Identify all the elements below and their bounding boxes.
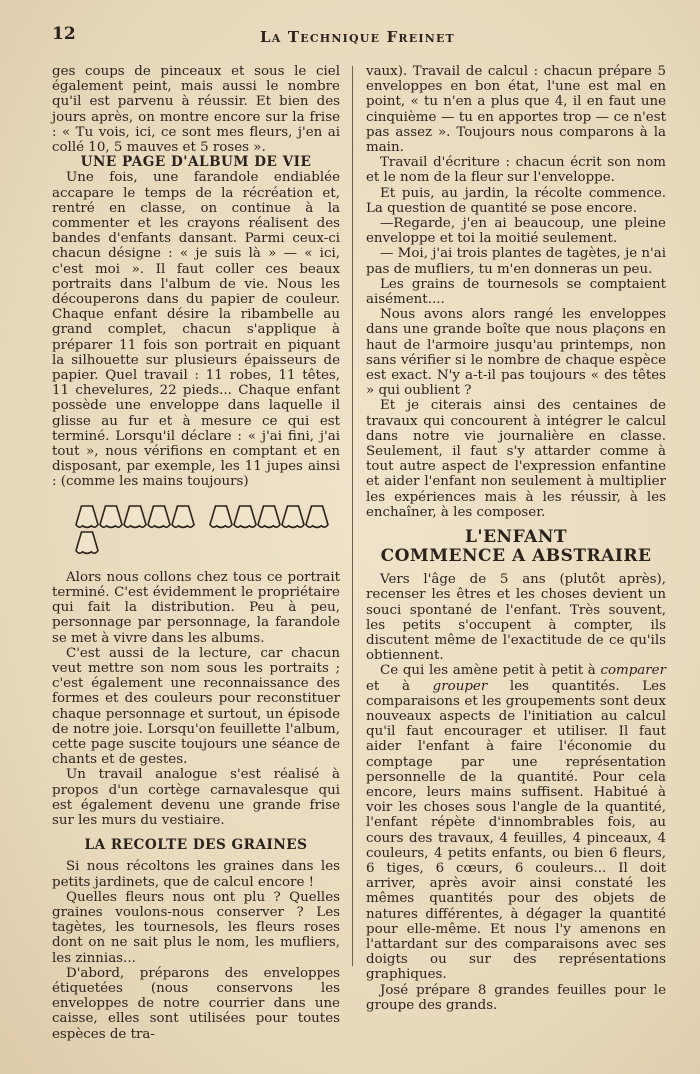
skirt-cutout — [234, 506, 256, 527]
running-title: La Technique Freinet — [260, 28, 455, 46]
paragraph: ges coups de pinceaux et sous le ciel également peint, mais aussi le nombre qu'il est parvenu à réussir. Et bien des jours après, on montre encore sur la frise : « Tu vois, ici, ce sont mes fleurs, j'en ai collé 10, 5 mauves et 5 roses ». — [52, 64, 340, 156]
skirt-cutout — [124, 506, 146, 527]
paragraph: Un travail analogue s'est réalisé à propos d'un cortège carnavalesque qui est également devenu une grande frise sur les murs du vestiaire. — [52, 767, 340, 828]
section-title-enfant-line2: COMMENCE A ABSTRAIRE — [380, 546, 652, 567]
column-divider — [352, 66, 353, 966]
emphasis: grouper — [432, 678, 488, 694]
paragraph: vaux). Travail de calcul : chacun prépare 5 enveloppes en bon état, l'une est mal en point, « tu n'en a plus que 4, il en faut une cinquième — tu en apportes trop — ce n'est pas assez ». Toujours nous comparons à la main. — [366, 64, 666, 156]
section-title-album: UNE PAGE D'ALBUM DE VIE — [80, 154, 312, 171]
skirt-cutout — [76, 506, 98, 527]
skirt-cutout — [76, 532, 98, 553]
skirt-cutouts-illustration — [52, 500, 340, 558]
page-header — [52, 24, 662, 48]
page-number: 12 — [52, 24, 76, 44]
paragraph — [366, 663, 666, 982]
paragraph: José prépare 8 grandes feuilles pour le groupe des grands. — [366, 982, 666, 1013]
skirt-cutouts-icon — [52, 500, 340, 558]
paragraph: D'abord, préparons des enveloppes étiquetées (nous conservons les enveloppes de notre courrier dans une caisse, elles sont utilisées pour toutes espèces de tra- — [52, 965, 340, 1042]
skirt-cutout — [282, 506, 304, 527]
paragraph: Alors nous collons chez tous ce portrait terminé. C'est évidemment le propriétaire qui fait la distribution. Peu à peu, personnage par personnage, la farandole se met à vivre dans les albums. — [52, 569, 340, 646]
right-column — [366, 64, 666, 1013]
paragraph: Une fois, une farandole endiablée accapare le temps de la récréation et, rentré en classe, on continue à la commenter et les crayons réalisent des bandes d'enfants dansant. Parmi ceux-ci chacun désigne : « je suis là » — « ici, c'est moi ». Il faut coller ces beaux portraits dans l'album de vie. Nous les découperons dans du papier de couleur. Chaque enfant désire la ribambelle au grand complet, chacun s'applique à préparer 11 fois son portrait en piquant la silhouette sur plusieurs épaisseurs de papier. Quel travail : 11 robes, 11 têtes, 11 chevelures, 22 pieds... Chaque enfant possède une enveloppe dans laquelle il glisse au fur et à mesure ce qui est terminé. Lorsqu'il déclare : « j'ai fini, j'ai tout », nous vérifions en comptant et en disposant, par exemple, les 11 jupes ainsi : (comme les mains toujours) — [52, 170, 340, 490]
skirt-cutout — [172, 506, 194, 527]
text-run: Ce qui les amène petit à petit à — [380, 663, 601, 679]
paragraph: Et je citerais ainsi des centaines de travaux qui concourent à intégrer le calcul dans notre vie journalière en classe. Seulement, il faut s'y attarder comme à tout autre aspect de l'expression enfantine et aider l'enfant non seulement à multiplier les expériences mais à les réussir, à les enchaîner, à les composer. — [366, 398, 666, 520]
paragraph: —Regarde, j'en ai beaucoup, une pleine enveloppe et toi la moitié seulement. — [366, 216, 666, 247]
paragraph: Et puis, au jardin, la récolte commence. La question de quantité se pose encore. — [366, 185, 666, 216]
left-column — [52, 64, 340, 1042]
paragraph: Nous avons alors rangé les enveloppes dans une grande boîte que nous plaçons en haut de l'armoire jusqu'au printemps, non sans vérifier si le nombre de chaque espèce est exact. N'y a-t-il pas toujours « des têtes » qui oublient ? — [366, 307, 666, 399]
text-run: et à — [366, 678, 433, 694]
paragraph: Travail d'écriture : chacun écrit son nom et le nom de la fleur sur l'enveloppe. — [366, 155, 666, 186]
section-title-recolte: LA RECOLTE DES GRAINES — [84, 837, 308, 854]
section-title-enfant-line1: L'ENFANT — [464, 527, 568, 548]
paragraph: C'est aussi de la lecture, car chacun veut mettre son nom sous les portraits ; c'est également une reconnaissance des formes et des couleurs pour reconstituer chaque personnage et surtout, un épisode de notre joie. Lorsqu'on feuillette l'album, cette page suscite toujours une séance de chants et de gestes. — [52, 645, 340, 768]
text-run: les quantités. Les comparaisons et les groupements sont deux nouveaux aspects de l'initiation au calcul qu'il faut encourager et utiliser. Il faut aider l'enfant à faire l'économie du comptage par une représentation personnelle de la quantité. Pour cela encore, leurs mains suffisent. Habitué à voir les choses sous l'angle de la quantité, l'enfant répète d'innombrables fois, au cours des travaux, 4 feuilles, 4 pinceaux, 4 couleurs, 4 petits enfants, ou bien 6 fleurs, 6 tiges, 6 cœurs, 6 couleurs... Il doit arriver, après avoir ainsi constaté les mêmes quantités pour des objets de natures différentes, à dégager la quantité pour elle-même. Et nous l'y amenons en l'attardant sur des comparaisons avec ses doigts ou sur des représentations graphiques. — [366, 678, 666, 983]
skirt-cutout — [148, 506, 170, 527]
skirt-cutout — [210, 506, 232, 527]
skirt-cutout — [100, 506, 122, 527]
emphasis: comparer — [600, 663, 666, 679]
paragraph: — Moi, j'ai trois plantes de tagètes, je n'ai pas de mufliers, tu m'en donneras un peu. — [366, 246, 666, 277]
paragraph: Si nous récoltons les graines dans les petits jardinets, que de calcul encore ! — [52, 859, 340, 890]
paragraph: Vers l'âge de 5 ans (plutôt après), recenser les êtres et les choses devient un souci spontané de l'enfant. Très souvent, les petits s'occupent à compter, ils discutent même de l'exactitude de ce qu'ils obtiennent. — [366, 572, 666, 664]
skirt-cutout — [306, 506, 328, 527]
skirt-cutout — [258, 506, 280, 527]
paragraph: Les grains de tournesols se comptaient aisément.... — [366, 276, 666, 308]
paragraph: Quelles fleurs nous ont plu ? Quelles graines voulons-nous conserver ? Les tagètes, les tournesols, les fleurs roses dont on ne sait plus le nom, les mufliers, les zinnias... — [52, 889, 340, 966]
